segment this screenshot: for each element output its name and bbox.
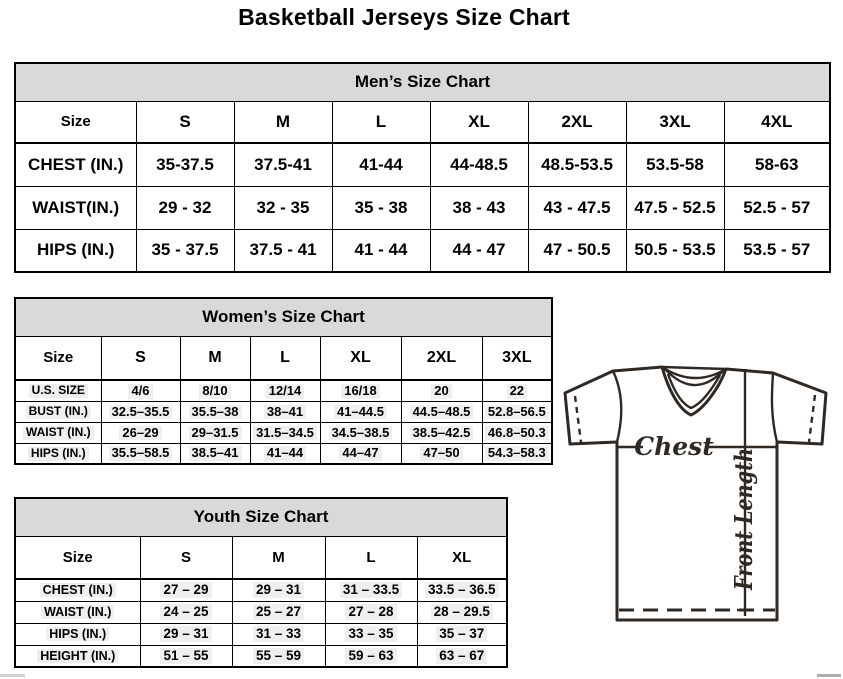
cell-value: 4/6 — [128, 384, 152, 399]
column-header: 2XL — [401, 336, 482, 380]
cell: 53.5 - 57 — [724, 229, 830, 272]
collar-top-line — [662, 367, 726, 369]
cell: 41-44 — [332, 143, 430, 186]
cell-value: 16/18 — [341, 384, 380, 399]
cell — [325, 601, 417, 623]
cell: 47.5 - 52.5 — [626, 186, 724, 229]
cell-value: 55 – 59 — [253, 648, 304, 664]
cell — [325, 623, 417, 645]
table-row — [15, 336, 552, 380]
cell — [140, 645, 232, 667]
cell — [101, 380, 180, 401]
cell — [417, 579, 507, 601]
cell — [401, 401, 482, 422]
row-label — [15, 422, 101, 443]
cell — [250, 443, 320, 464]
table-row — [15, 443, 552, 464]
front-length-label: Front Length — [729, 412, 758, 590]
cell-value: 51 – 55 — [160, 648, 211, 664]
cell: 47 - 50.5 — [528, 229, 626, 272]
column-header: Size — [15, 336, 101, 380]
row-label — [15, 579, 140, 601]
cell: 29 - 32 — [136, 186, 234, 229]
cell-value: 20 — [431, 384, 451, 399]
cell: 53.5-58 — [626, 143, 724, 186]
row-label: HIPS (IN.) — [15, 229, 136, 272]
cell: 50.5 - 53.5 — [626, 229, 724, 272]
column-header: S — [140, 536, 232, 579]
right-sleeve-seam — [772, 373, 777, 442]
cell-value: 32.5–35.5 — [109, 405, 173, 420]
youth-table-title: Youth Size Chart — [15, 498, 507, 536]
left-cuff-dashed-line — [575, 396, 581, 442]
cell-value: 59 – 63 — [345, 648, 396, 664]
cell — [482, 380, 552, 401]
cell-value: 63 – 67 — [436, 648, 487, 664]
cell-value: 52.8–56.5 — [485, 405, 549, 420]
cell — [140, 579, 232, 601]
column-header: S — [101, 336, 180, 380]
cell-value: 8/10 — [199, 384, 230, 399]
cell-value: 29 – 31 — [160, 626, 211, 642]
row-label — [15, 401, 101, 422]
cell — [140, 601, 232, 623]
table-row — [15, 380, 552, 401]
column-header: 3XL — [626, 101, 724, 143]
cell: 37.5 - 41 — [234, 229, 332, 272]
cell: 43 - 47.5 — [528, 186, 626, 229]
cell — [180, 380, 250, 401]
column-header: S — [136, 101, 234, 143]
column-header: M — [232, 536, 325, 579]
cell-value: 31.5–34.5 — [253, 426, 317, 441]
table-row — [15, 101, 830, 143]
cell-value: 31 – 33 — [253, 626, 304, 642]
row-label: WAIST(IN.) — [15, 186, 136, 229]
row-label — [15, 380, 101, 401]
cell: 37.5-41 — [234, 143, 332, 186]
cell-value: 25 – 27 — [253, 604, 304, 620]
cell-value: HIPS (IN.) — [28, 447, 89, 461]
table-row — [15, 498, 507, 536]
table-row — [15, 401, 552, 422]
cell — [250, 401, 320, 422]
cell-value: BUST (IN.) — [26, 405, 91, 419]
row-label — [15, 645, 140, 667]
column-header: XL — [320, 336, 401, 380]
cell — [232, 579, 325, 601]
cell: 48.5-53.5 — [528, 143, 626, 186]
cell: 44-48.5 — [430, 143, 528, 186]
cell: 35 - 37.5 — [136, 229, 234, 272]
cell — [417, 601, 507, 623]
cell — [180, 401, 250, 422]
cell-value: 27 – 29 — [160, 582, 211, 598]
cell — [482, 443, 552, 464]
cell — [320, 401, 401, 422]
mens-size-table — [14, 62, 831, 273]
mens-table-title: Men’s Size Chart — [15, 63, 830, 101]
cell-value: 12/14 — [266, 384, 305, 399]
cell-value: 38–41 — [264, 405, 306, 420]
cell — [482, 422, 552, 443]
cell-value: 35.5–58.5 — [109, 446, 173, 461]
scrollbar-fragment-right[interactable] — [817, 674, 841, 677]
cell-value: WAIST (IN.) — [41, 605, 114, 619]
cell-value: CHEST (IN.) — [40, 583, 116, 597]
right-cuff-dashed-line — [809, 395, 815, 442]
column-header: Size — [15, 101, 136, 143]
cell: 41 - 44 — [332, 229, 430, 272]
row-label: CHEST (IN.) — [15, 143, 136, 186]
cell-value: 46.8–50.3 — [485, 426, 549, 441]
cell — [232, 601, 325, 623]
cell — [101, 422, 180, 443]
cell — [250, 380, 320, 401]
cell — [320, 380, 401, 401]
jersey-measurement-diagram — [554, 358, 836, 630]
cell-value: 47–50 — [420, 446, 462, 461]
column-header: M — [180, 336, 250, 380]
column-header: XL — [417, 536, 507, 579]
cell-value: 44–47 — [339, 446, 381, 461]
cell-value: HIPS (IN.) — [46, 627, 109, 641]
row-label — [15, 601, 140, 623]
table-row — [15, 229, 830, 272]
cell — [180, 422, 250, 443]
cell-value: 29 – 31 — [253, 582, 304, 598]
cell — [140, 623, 232, 645]
table-row — [15, 298, 552, 336]
cell-value: 38.5–42.5 — [410, 426, 474, 441]
cell-value: 31 – 33.5 — [340, 582, 402, 598]
column-header: L — [250, 336, 320, 380]
cell — [401, 380, 482, 401]
cell-value: 44.5–48.5 — [410, 405, 474, 420]
cell — [320, 422, 401, 443]
table-row — [15, 579, 507, 601]
cell: 58-63 — [724, 143, 830, 186]
cell: 35-37.5 — [136, 143, 234, 186]
cell-value: 24 – 25 — [160, 604, 211, 620]
chest-label: Chest — [634, 432, 714, 461]
table-row — [15, 186, 830, 229]
cell-value: 33.5 – 36.5 — [425, 582, 499, 598]
cell-value: 26–29 — [119, 426, 161, 441]
cell-value: U.S. SIZE — [29, 384, 88, 398]
row-label — [15, 443, 101, 464]
cell — [417, 623, 507, 645]
cell-value: 41–44 — [264, 446, 306, 461]
cell — [101, 443, 180, 464]
column-header: M — [234, 101, 332, 143]
cell-value: 35.5–38 — [189, 405, 242, 420]
cell — [417, 645, 507, 667]
column-header: L — [325, 536, 417, 579]
cell — [232, 645, 325, 667]
cell-value: 41–44.5 — [334, 405, 387, 420]
cell — [250, 422, 320, 443]
cell: 32 - 35 — [234, 186, 332, 229]
column-header: 2XL — [528, 101, 626, 143]
column-header: L — [332, 101, 430, 143]
table-row — [15, 536, 507, 579]
cell-value: HEIGHT (IN.) — [37, 649, 118, 663]
cell — [482, 401, 552, 422]
cell: 35 - 38 — [332, 186, 430, 229]
table-row — [15, 63, 830, 101]
scrollbar-fragment-left[interactable] — [0, 674, 25, 677]
cell — [401, 422, 482, 443]
cell-value: 38.5–41 — [189, 446, 242, 461]
row-label — [15, 623, 140, 645]
column-header: Size — [15, 536, 140, 579]
cell — [325, 579, 417, 601]
cell-value: 33 – 35 — [345, 626, 396, 642]
youth-size-table — [14, 497, 508, 668]
cell: 52.5 - 57 — [724, 186, 830, 229]
cell-value: 35 – 37 — [436, 626, 487, 642]
womens-size-table — [14, 297, 553, 465]
column-header: XL — [430, 101, 528, 143]
table-row — [15, 645, 507, 667]
cell — [320, 443, 401, 464]
page-title: Basketball Jerseys Size Chart — [238, 4, 570, 30]
cell-value: WAIST (IN.) — [23, 426, 94, 440]
cell-value: 28 – 29.5 — [431, 604, 493, 620]
cell — [101, 401, 180, 422]
cell-value: 27 – 28 — [345, 604, 396, 620]
left-sleeve-seam — [613, 371, 621, 442]
table-row — [15, 601, 507, 623]
womens-table-title: Women’s Size Chart — [15, 298, 552, 336]
cell-value: 22 — [507, 384, 527, 399]
cell-value: 54.3–58.3 — [485, 446, 549, 461]
table-row — [15, 623, 507, 645]
cell-value: 34.5–38.5 — [329, 426, 393, 441]
cell: 38 - 43 — [430, 186, 528, 229]
cell-value: 29–31.5 — [189, 426, 242, 441]
column-header: 3XL — [482, 336, 552, 380]
cell — [232, 623, 325, 645]
cell: 44 - 47 — [430, 229, 528, 272]
cell — [401, 443, 482, 464]
column-header: 4XL — [724, 101, 830, 143]
cell — [180, 443, 250, 464]
table-row — [15, 143, 830, 186]
table-row — [15, 422, 552, 443]
cell — [325, 645, 417, 667]
